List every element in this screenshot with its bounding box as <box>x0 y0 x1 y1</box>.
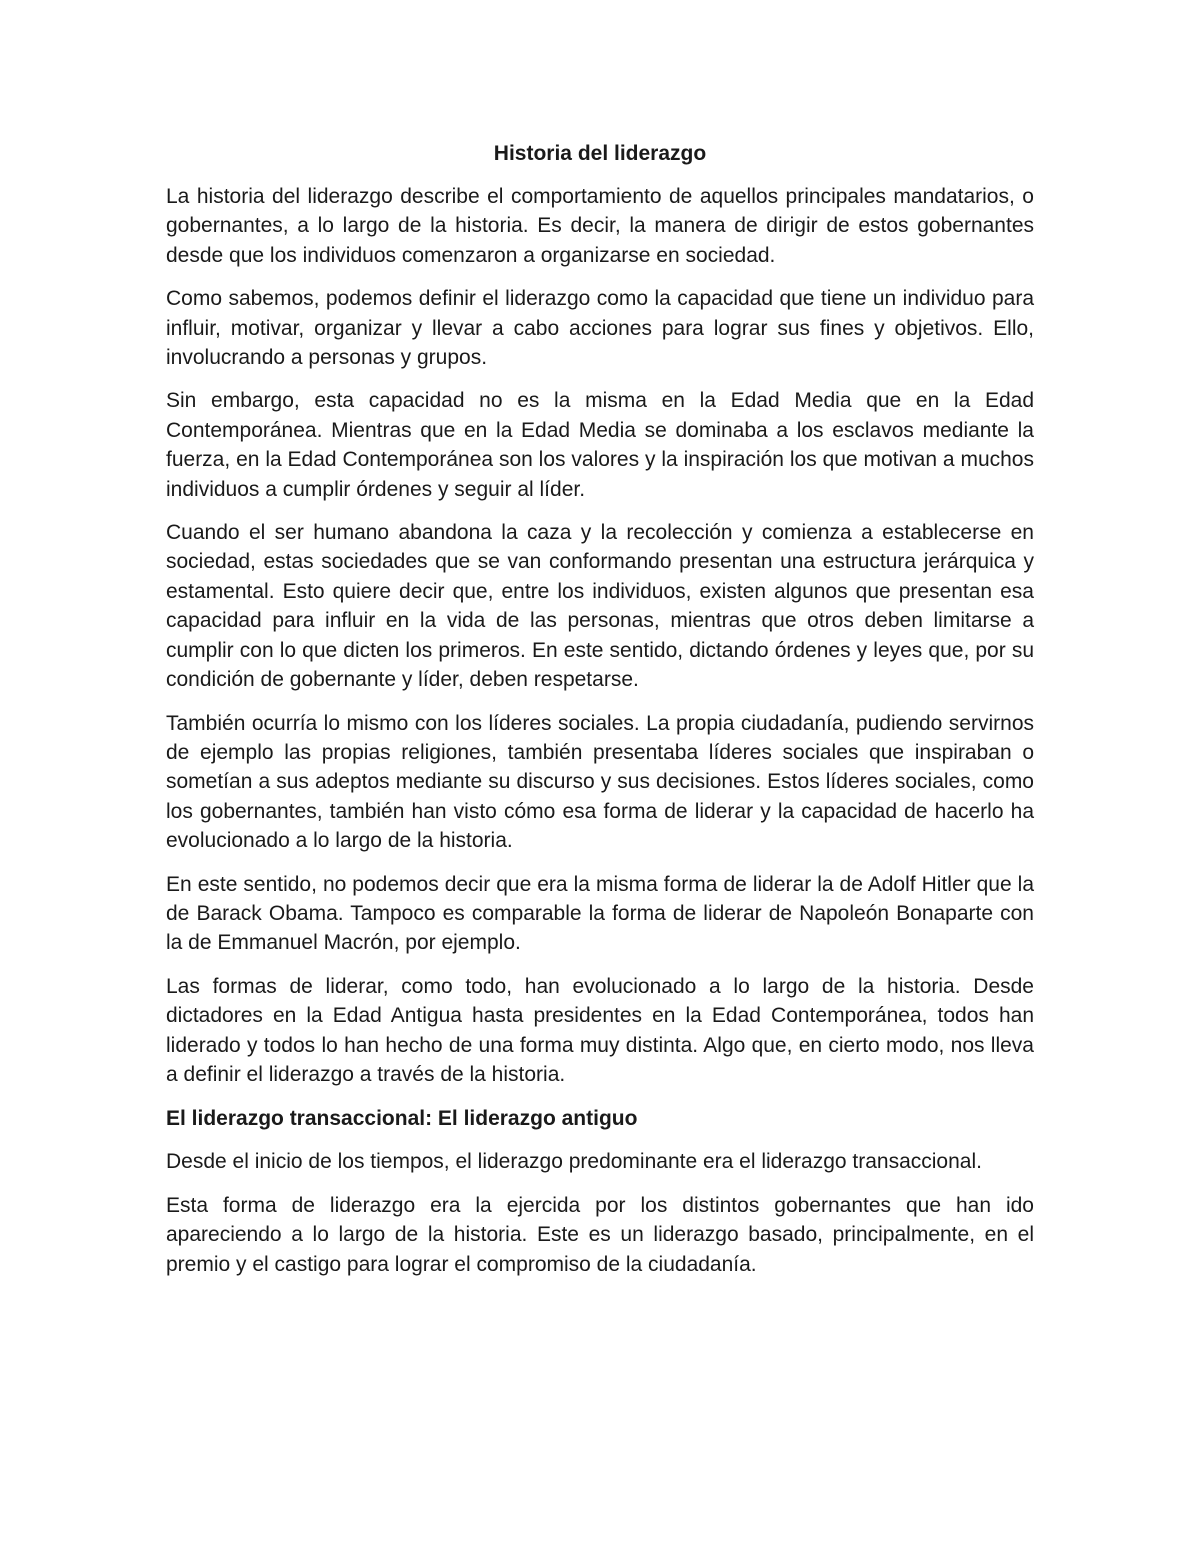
paragraph: Desde el inicio de los tiempos, el liderazgo predominante era el liderazgo transaccional. <box>166 1150 982 1174</box>
paragraph: Como sabemos, podemos definir el liderazgo como la capacidad que tiene un individuo para influir, motivar, organizar y llevar a cabo acciones para lograr sus fines y objetivos. Ello, involucrando a personas y grupos. <box>166 287 1034 370</box>
paragraph: En este sentido, no podemos decir que era la misma forma de liderar la de Adolf Hitler que la de Barack Obama. Tampoco es comparable la forma de liderar de Napoleón Bonaparte con la de Emmanuel Macrón, por ejemplo. <box>166 872 1034 955</box>
paragraph: Esta forma de liderazgo era la ejercida por los distintos gobernantes que han ido apareciendo a lo largo de la historia. Este es un liderazgo basado, principalmente, en el premio y el castigo para lograr el compromiso de la ciudadanía. <box>166 1193 1034 1276</box>
section-heading: El liderazgo transaccional: El liderazgo antiguo <box>166 1107 638 1131</box>
paragraph: Cuando el ser humano abandona la caza y la recolección y comienza a establecerse en sociedad, estas sociedades que se van conformando presentan una estructura jerárquica y estamental. Esto quiere decir que, entre los individuos, existen algunos que presentan esa capacidad para influir en la vida de las personas, mientras que otros deben limitarse a cumplir con lo que dicten los primeros. En este sentido, dictando órdenes y leyes que, por su condición de gobernante y líder, deben respetarse. <box>166 521 1034 692</box>
paragraph: Sin embargo, esta capacidad no es la misma en la Edad Media que en la Edad Contemporánea. Mientras que en la Edad Media se dominaba a los esclavos mediante la fuerza, en la Edad Contemporánea son los valores y la inspiración los que motivan a muchos individuos a cumplir órdenes y seguir al líder. <box>166 389 1034 501</box>
paragraph: La historia del liderazgo describe el comportamiento de aquellos principales mandatarios, o gobernantes, a lo largo de la historia. Es decir, la manera de dirigir de estos gobernantes desde que los individuos comenzaron a organizarse en sociedad. <box>166 185 1034 267</box>
document-title: Historia del liderazgo <box>493 142 707 165</box>
paragraph: Las formas de liderar, como todo, han evolucionado a lo largo de la historia. Desde dictadores en la Edad Antigua hasta presidentes en la Edad Contemporánea, todos han liderado y todos lo han hecho de una forma muy distinta. Algo que, en cierto modo, nos lleva a definir el liderazgo a través de la historia. <box>166 974 1034 1086</box>
document-page <box>166 138 1034 1293</box>
paragraph: También ocurría lo mismo con los líderes sociales. La propia ciudadanía, pudiendo servirnos de ejemplo las propias religiones, también presentaba líderes sociales que inspiraban o sometían a sus adeptos mediante su discurso y sus decisiones. Estos líderes sociales, como los gobernantes, también han visto cómo esa forma de liderar y la capacidad de hacerlo ha evolucionado a lo largo de la historia. <box>166 711 1034 853</box>
